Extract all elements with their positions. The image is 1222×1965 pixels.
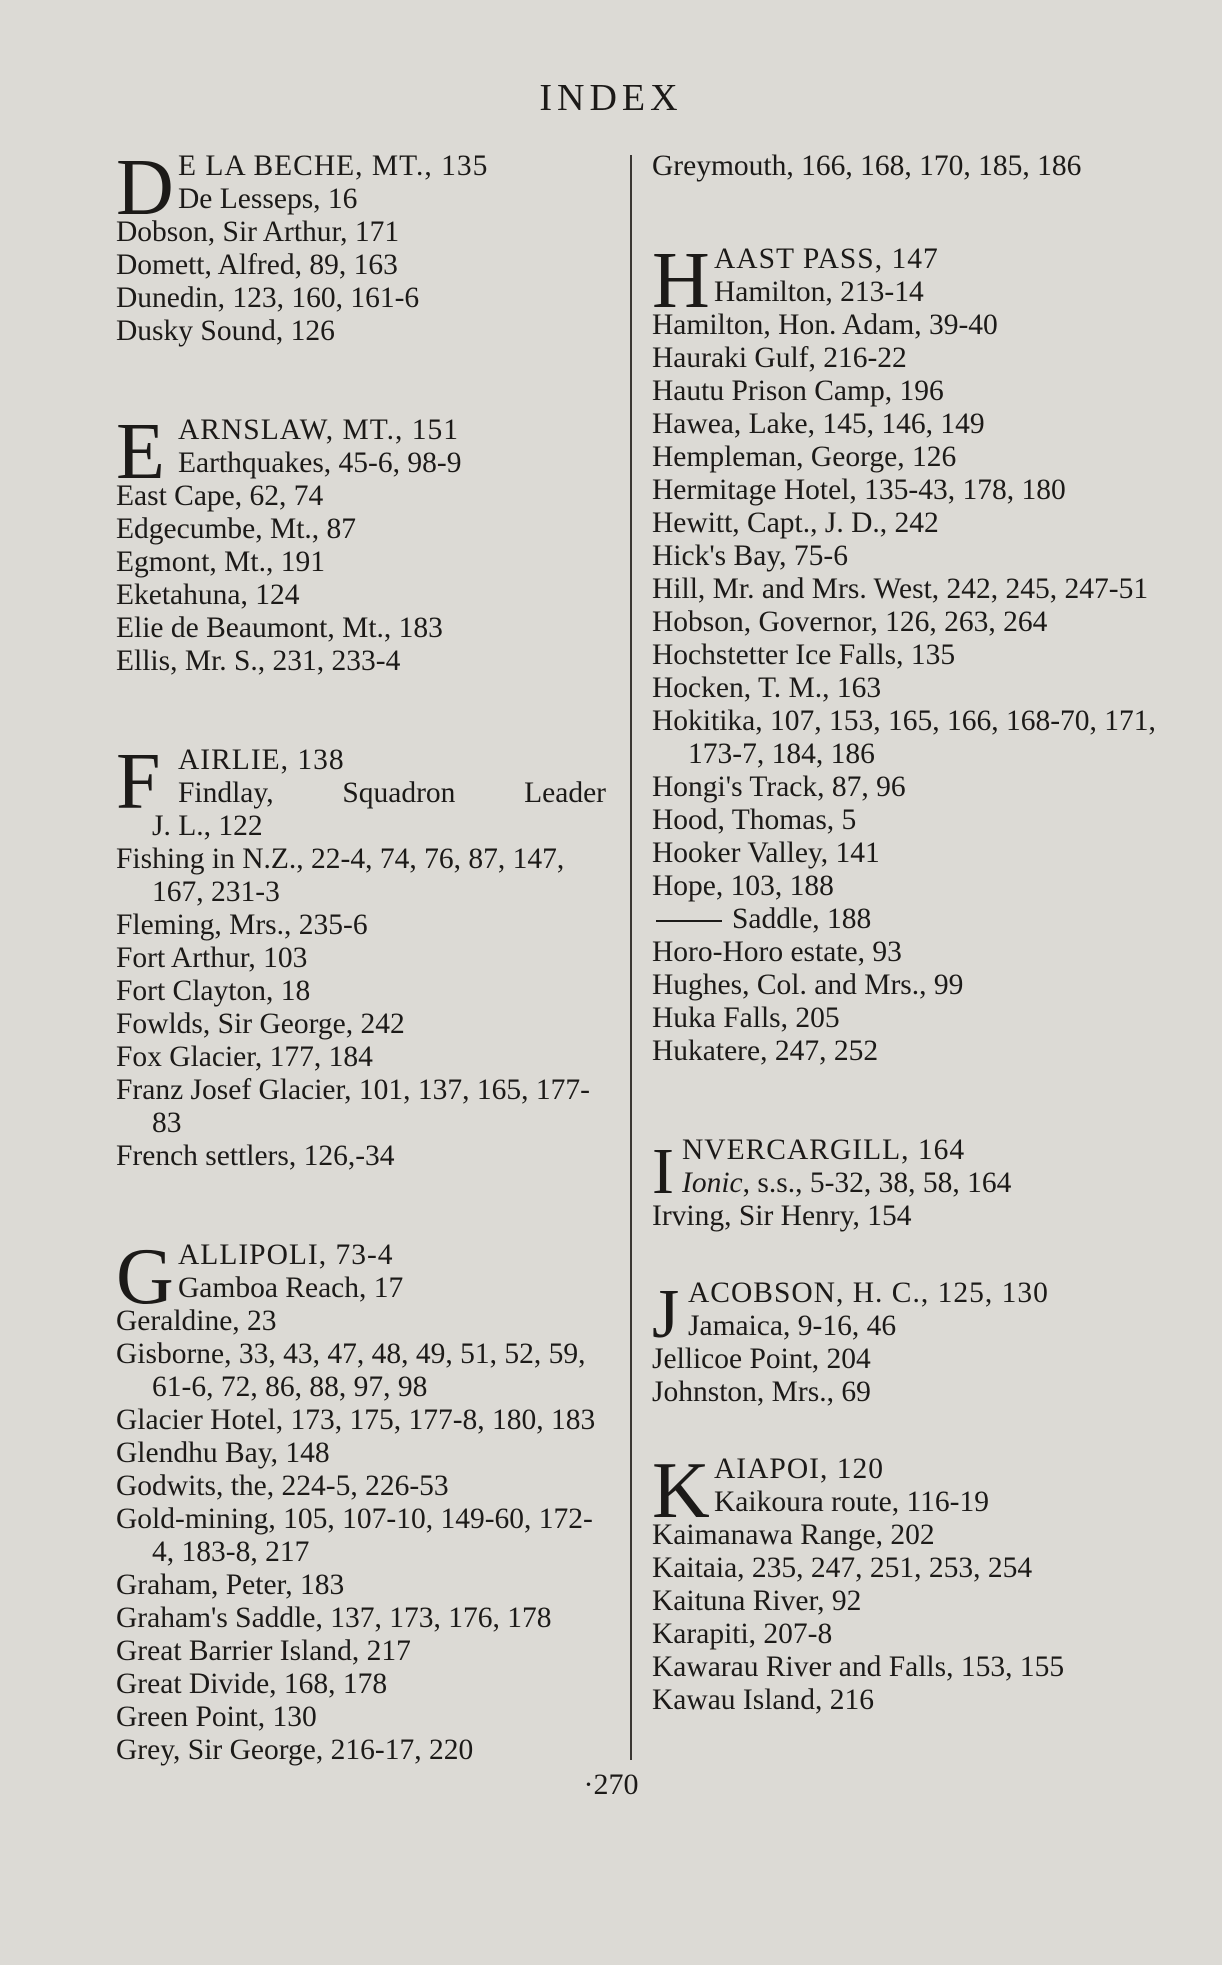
index-entry: Hooker Valley, 141 bbox=[652, 837, 880, 869]
index-entry: Domett, Alfred, 89, 163 bbox=[116, 249, 398, 281]
index-entry: Hughes, Col. and Mrs., 99 bbox=[652, 969, 964, 1001]
index-entry: Kawarau River and Falls, 153, 155 bbox=[652, 1651, 1065, 1683]
index-entry: Fleming, Mrs., 235-6 bbox=[116, 909, 368, 941]
index-sub-entry bbox=[656, 903, 1162, 936]
drop-cap: D bbox=[116, 144, 174, 232]
index-entry: Glendhu Bay, 148 bbox=[116, 1437, 330, 1469]
page-number: ·270 bbox=[583, 1768, 639, 1801]
index-entry: Kawau Island, 216 bbox=[652, 1684, 875, 1716]
page-title: INDEX bbox=[539, 77, 683, 119]
index-entry: Elie de Beaumont, Mt., 183 bbox=[116, 612, 443, 644]
index-entry: Hautu Prison Camp, 196 bbox=[652, 375, 944, 407]
index-entry: Gamboa Reach, 17 bbox=[178, 1272, 404, 1304]
index-entry: Johnston, Mrs., 69 bbox=[652, 1376, 871, 1408]
index-entry: Franz Josef Glacier, 101, 137, 165, 177-83 bbox=[116, 1074, 590, 1139]
index-entry: AAST PASS, 147 bbox=[714, 243, 939, 275]
drop-cap: H bbox=[652, 237, 710, 325]
index-entry: Green Point, 130 bbox=[116, 1701, 317, 1733]
section-g bbox=[116, 1233, 606, 1767]
index-entry: J. L., 122 bbox=[152, 810, 263, 842]
index-entry: Godwits, the, 224-5, 226-53 bbox=[116, 1470, 449, 1502]
index-entry: ACOBSON, H. C., 125, 130 bbox=[688, 1277, 1049, 1309]
index-entry: Gisborne, 33, 43, 47, 48, 49, 51, 52, 59, 61-6, 72, 86, 88, 97, 98 bbox=[116, 1338, 586, 1403]
index-entry: Fox Glacier, 177, 184 bbox=[116, 1041, 373, 1073]
index-entry: Karapiti, 207-8 bbox=[652, 1618, 833, 1650]
index-entry: AIAPOI, 120 bbox=[714, 1453, 884, 1485]
index-entry: Jellicoe Point, 204 bbox=[652, 1343, 871, 1375]
drop-cap: E bbox=[116, 408, 165, 496]
index-entry: Fort Clayton, 18 bbox=[116, 975, 311, 1007]
index-entry: Hocken, T. M., 163 bbox=[652, 672, 882, 704]
section-k bbox=[652, 1447, 1162, 1717]
index-entry: Dusky Sound, 126 bbox=[116, 315, 335, 347]
index-entry: Hermitage Hotel, 135-43, 178, 180 bbox=[652, 474, 1066, 506]
index-entry: French settlers, 126,-34 bbox=[116, 1140, 395, 1172]
index-entry: East Cape, 62, 74 bbox=[116, 480, 324, 512]
index-entry: Hongi's Track, 87, 96 bbox=[652, 771, 906, 803]
entry-pages: , s.s., 5-32, 38, 58, 164 bbox=[742, 1167, 1012, 1199]
column-divider bbox=[630, 155, 632, 1760]
index-entry: Hukatere, 247, 252 bbox=[652, 1035, 879, 1067]
index-entry: Kaikoura route, 116-19 bbox=[714, 1486, 989, 1518]
drop-cap: K bbox=[652, 1447, 710, 1535]
section-g-continued bbox=[652, 150, 1162, 183]
index-entry: AIRLIE, 138 bbox=[178, 744, 345, 776]
index-entry: Huka Falls, 205 bbox=[652, 1002, 840, 1034]
index-entry: Hick's Bay, 75-6 bbox=[652, 540, 848, 572]
index-entry: Eketahuna, 124 bbox=[116, 579, 300, 611]
index-entry: Geraldine, 23 bbox=[116, 1305, 277, 1337]
index-entry: Greymouth, 166, 168, 170, 185, 186 bbox=[652, 150, 1082, 182]
lead-block bbox=[652, 1134, 1162, 1208]
index-entry: Gold-mining, 105, 107-10, 149-60, 172-4, 183-8, 217 bbox=[116, 1503, 593, 1568]
index-entry: Hawea, Lake, 145, 146, 149 bbox=[652, 408, 985, 440]
index-entry bbox=[682, 1167, 1162, 1200]
index-entry: Glacier Hotel, 173, 175, 177-8, 180, 183 bbox=[116, 1404, 596, 1436]
index-entry: Findlay, Squadron Leader bbox=[178, 777, 606, 809]
index-entry: Hamilton, 213-14 bbox=[714, 276, 924, 308]
index-entry: Great Barrier Island, 217 bbox=[116, 1635, 411, 1667]
index-entry: Dunedin, 123, 160, 161-6 bbox=[116, 282, 420, 314]
index-entry: De Lesseps, 16 bbox=[178, 183, 358, 215]
drop-cap: G bbox=[116, 1233, 174, 1321]
index-entry: Dobson, Sir Arthur, 171 bbox=[116, 216, 400, 248]
index-entry: Egmont, Mt., 191 bbox=[116, 546, 325, 578]
section-j bbox=[652, 1277, 1162, 1409]
drop-cap: F bbox=[116, 738, 161, 826]
index-entry: NVERCARGILL, 164 bbox=[682, 1134, 966, 1166]
index-entry: Hochstetter Ice Falls, 135 bbox=[652, 639, 956, 671]
index-entry: Hobson, Governor, 126, 263, 264 bbox=[652, 606, 1048, 638]
index-entry: Hempleman, George, 126 bbox=[652, 441, 957, 473]
index-entry: Fowlds, Sir George, 242 bbox=[116, 1008, 405, 1040]
left-column bbox=[116, 144, 606, 1833]
index-entry: Graham, Peter, 183 bbox=[116, 1569, 345, 1601]
ditto-dash bbox=[656, 920, 722, 922]
index-entry: Edgecumbe, Mt., 87 bbox=[116, 513, 357, 545]
section-d bbox=[116, 144, 606, 348]
index-entry: Hill, Mr. and Mrs. West, 242, 245, 247-51 bbox=[652, 573, 1149, 605]
section-f bbox=[116, 738, 606, 1173]
index-entry: Hauraki Gulf, 216-22 bbox=[652, 342, 907, 374]
index-entry: Kaitaia, 235, 247, 251, 253, 254 bbox=[652, 1552, 1033, 1584]
index-entry: Hamilton, Hon. Adam, 39-40 bbox=[652, 309, 998, 341]
index-entry: Hood, Thomas, 5 bbox=[652, 804, 857, 836]
section-e bbox=[116, 408, 606, 678]
index-entry: Great Divide, 168, 178 bbox=[116, 1668, 388, 1700]
section-i bbox=[652, 1134, 1162, 1233]
index-entry: Kaimanawa Range, 202 bbox=[652, 1519, 935, 1551]
index-entry: Hewitt, Capt., J. D., 242 bbox=[652, 507, 939, 539]
index-entry: Irving, Sir Henry, 154 bbox=[652, 1200, 912, 1232]
ship-name: Ionic bbox=[682, 1167, 743, 1199]
sub-entry-text: Saddle, 188 bbox=[732, 903, 872, 935]
drop-cap: J bbox=[652, 1276, 680, 1353]
section-h bbox=[652, 237, 1162, 1068]
index-entry: Kaituna River, 92 bbox=[652, 1585, 862, 1617]
index-entry: E LA BECHE, MT., 135 bbox=[178, 150, 489, 182]
index-entry: Hokitika, 107, 153, 165, 166, 168-70, 171, 173-7, 184, 186 bbox=[652, 705, 1156, 770]
index-entry: Fishing in N.Z., 22-4, 74, 76, 87, 147, 167, 231-3 bbox=[116, 843, 565, 908]
index-entry: Horo-Horo estate, 93 bbox=[652, 936, 902, 968]
index-entry: Hope, 103, 188 bbox=[652, 870, 834, 902]
right-column bbox=[652, 150, 1162, 1717]
index-entry: ARNSLAW, MT., 151 bbox=[178, 414, 459, 446]
index-entry: Fort Arthur, 103 bbox=[116, 942, 308, 974]
index-entry: Earthquakes, 45-6, 98-9 bbox=[178, 447, 462, 479]
index-entry: ALLIPOLI, 73-4 bbox=[178, 1239, 394, 1271]
index-entry: Grey, Sir George, 216-17, 220 bbox=[116, 1734, 474, 1766]
lead-block bbox=[652, 1276, 1162, 1353]
index-entry: Graham's Saddle, 137, 173, 176, 178 bbox=[116, 1602, 552, 1634]
index-entry: Jamaica, 9-16, 46 bbox=[688, 1310, 897, 1342]
index-entry: Ellis, Mr. S., 231, 233-4 bbox=[116, 645, 401, 677]
drop-cap: I bbox=[652, 1135, 674, 1208]
